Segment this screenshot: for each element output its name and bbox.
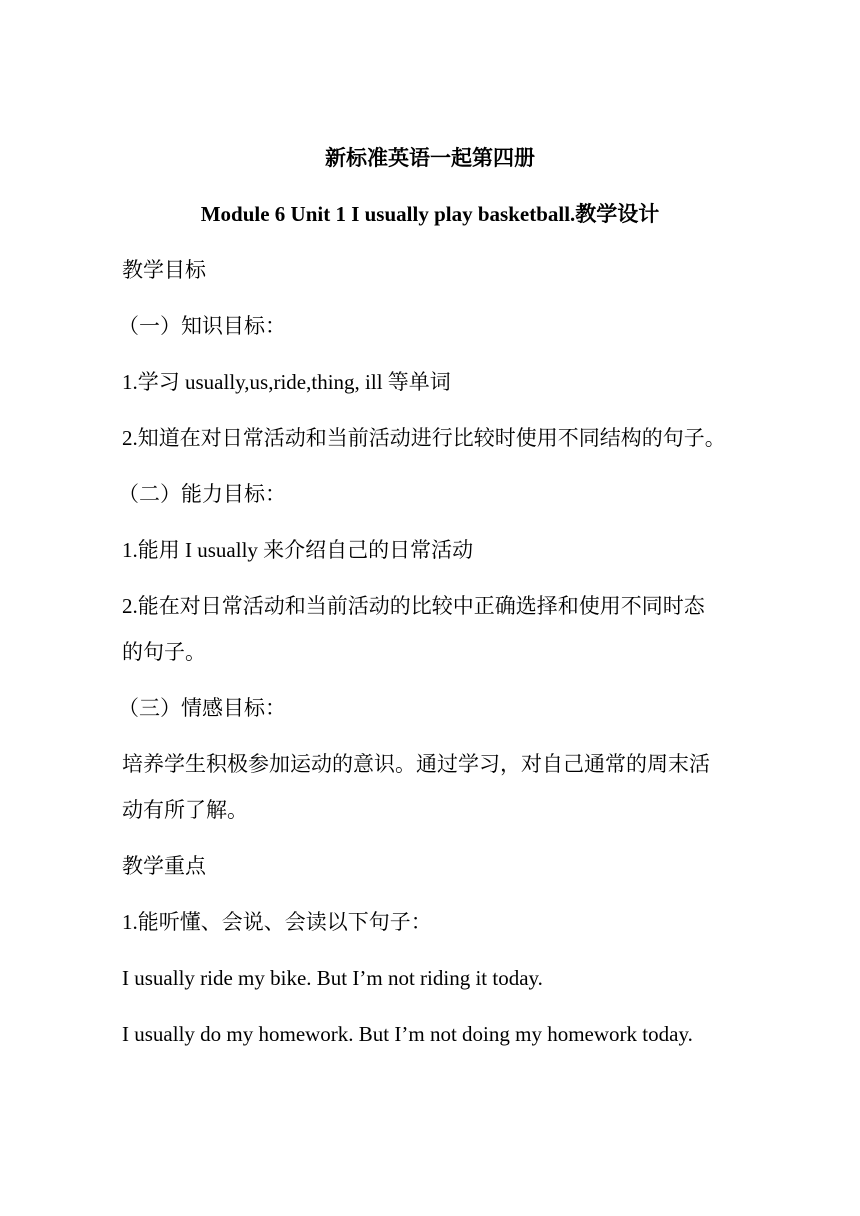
document-subtitle: Module 6 Unit 1 I usually play basketball.教学设计 <box>200 202 660 226</box>
paragraph-line: 1.能用 I usually 来介绍自己的日常活动 <box>122 538 474 562</box>
paragraph-line: 动有所了解。 <box>122 798 248 822</box>
paragraph-line: 的句子。 <box>122 640 206 664</box>
paragraph-line: 培养学生积极参加运动的意识。通过学习，对自己通常的周末活 <box>122 752 710 776</box>
section-heading-teaching-goals: 教学目标 <box>122 258 206 282</box>
paragraph-line: 1.能听懂、会说、会读以下句子： <box>122 910 432 934</box>
example-sentence: I usually ride my bike. But I’m not riding it today. <box>122 966 543 990</box>
paragraph-line: 2.知道在对日常活动和当前活动进行比较时使用不同结构的句子。 <box>122 426 726 450</box>
example-sentence: I usually do my homework. But I’m not doing my homework today. <box>122 1022 693 1046</box>
subsection-heading-knowledge-goals: （一）知识目标： <box>118 314 286 338</box>
paragraph-line: 1.学习 usually,us,ride,thing, ill 等单词 <box>122 370 451 394</box>
document-title: 新标准英语一起第四册 <box>325 146 535 170</box>
subsection-heading-ability-goals: （二）能力目标： <box>118 482 286 506</box>
section-heading-teaching-focus: 教学重点 <box>122 854 206 878</box>
subsection-heading-emotional-goals: （三）情感目标： <box>118 696 286 720</box>
paragraph-line: 2.能在对日常活动和当前活动的比较中正确选择和使用不同时态 <box>122 594 705 618</box>
